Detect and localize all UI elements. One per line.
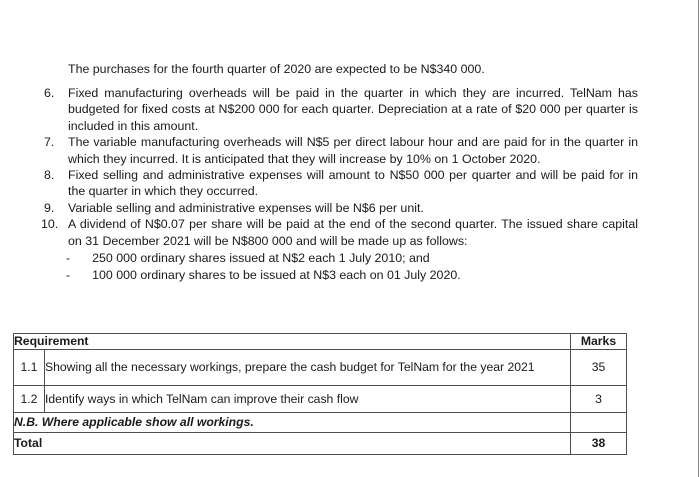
row-number: 1.1 xyxy=(14,350,45,386)
total-marks-value: 38 xyxy=(571,433,627,455)
row-marks-value: 3 xyxy=(571,386,627,413)
list-item xyxy=(41,167,638,200)
note-text: N.B. Where applicable show all workings. xyxy=(14,413,571,433)
table-row xyxy=(14,386,627,413)
dash-list-item-text: 100 000 ordinary shares to be issued at N$3 each on 01 July 2020. xyxy=(92,268,461,283)
total-label: Total xyxy=(14,433,571,455)
list-item-text: The variable manufacturing overheads will N$5 per direct labour hour and are paid for in the quarter in which they incurred. It is anticipated that they will increase by 10% on 1 October 2020. xyxy=(68,135,638,166)
dash-sub-list xyxy=(41,250,638,284)
list-item-text: Variable selling and administrative expenses will be N$6 per unit. xyxy=(68,200,424,215)
intro-paragraph: The purchases for the fourth quarter of 2020 are expected to be N$340 000. xyxy=(68,62,485,77)
dash-bullet-icon: - xyxy=(66,268,71,283)
row-number: 1.2 xyxy=(14,386,45,413)
dash-list-item xyxy=(41,267,638,284)
dash-list-item-text: 250 000 ordinary shares issued at N$2 each 1 July 2010; and xyxy=(92,251,430,266)
list-item-text: A dividend of N$0.07 per share will be paid at the end of the second quarter. The issued share capital on 31 December 2021 will be N$800 000 and will be made up as follows: xyxy=(68,217,638,248)
list-item-text: Fixed manufacturing overheads will be paid in the quarter in which they are incurred. TelNam has budgeted for fixed costs at N$200 000 for each quarter. Depreciation at a rate of $20 000 per quarter is included in this amount. xyxy=(68,86,638,133)
list-item-text: Fixed selling and administrative expenses will amount to N$50 000 per quarter and will be paid for in the quarter in which they occurred. xyxy=(68,168,638,199)
requirements-table xyxy=(13,333,627,455)
list-item-number: 6. xyxy=(44,86,55,100)
numbered-list xyxy=(41,85,638,284)
list-item xyxy=(41,216,638,249)
row-marks-value: 35 xyxy=(571,350,627,386)
table-total-row xyxy=(14,433,627,455)
dash-bullet-icon: - xyxy=(66,251,71,266)
list-item-number: 9. xyxy=(44,200,55,215)
list-item-number: 10. xyxy=(41,217,59,232)
list-item-number: 8. xyxy=(44,168,55,183)
dash-list-item xyxy=(41,250,638,267)
note-marks-cell xyxy=(571,413,627,433)
row-requirement-text: Identify ways in which TelNam can improve their cash flow xyxy=(45,386,571,413)
table-row xyxy=(14,350,627,386)
table-note-row xyxy=(14,413,627,433)
table-header-row xyxy=(14,334,627,350)
column-header-marks: Marks xyxy=(571,334,627,350)
list-item-number: 7. xyxy=(44,135,55,150)
page-edge-line xyxy=(698,0,699,477)
column-header-requirement: Requirement xyxy=(14,334,571,350)
list-item xyxy=(41,200,638,216)
list-item xyxy=(41,85,638,134)
row-requirement-text: Showing all the necessary workings, prepare the cash budget for TelNam for the year 2021 xyxy=(45,350,571,386)
list-item xyxy=(41,134,638,167)
